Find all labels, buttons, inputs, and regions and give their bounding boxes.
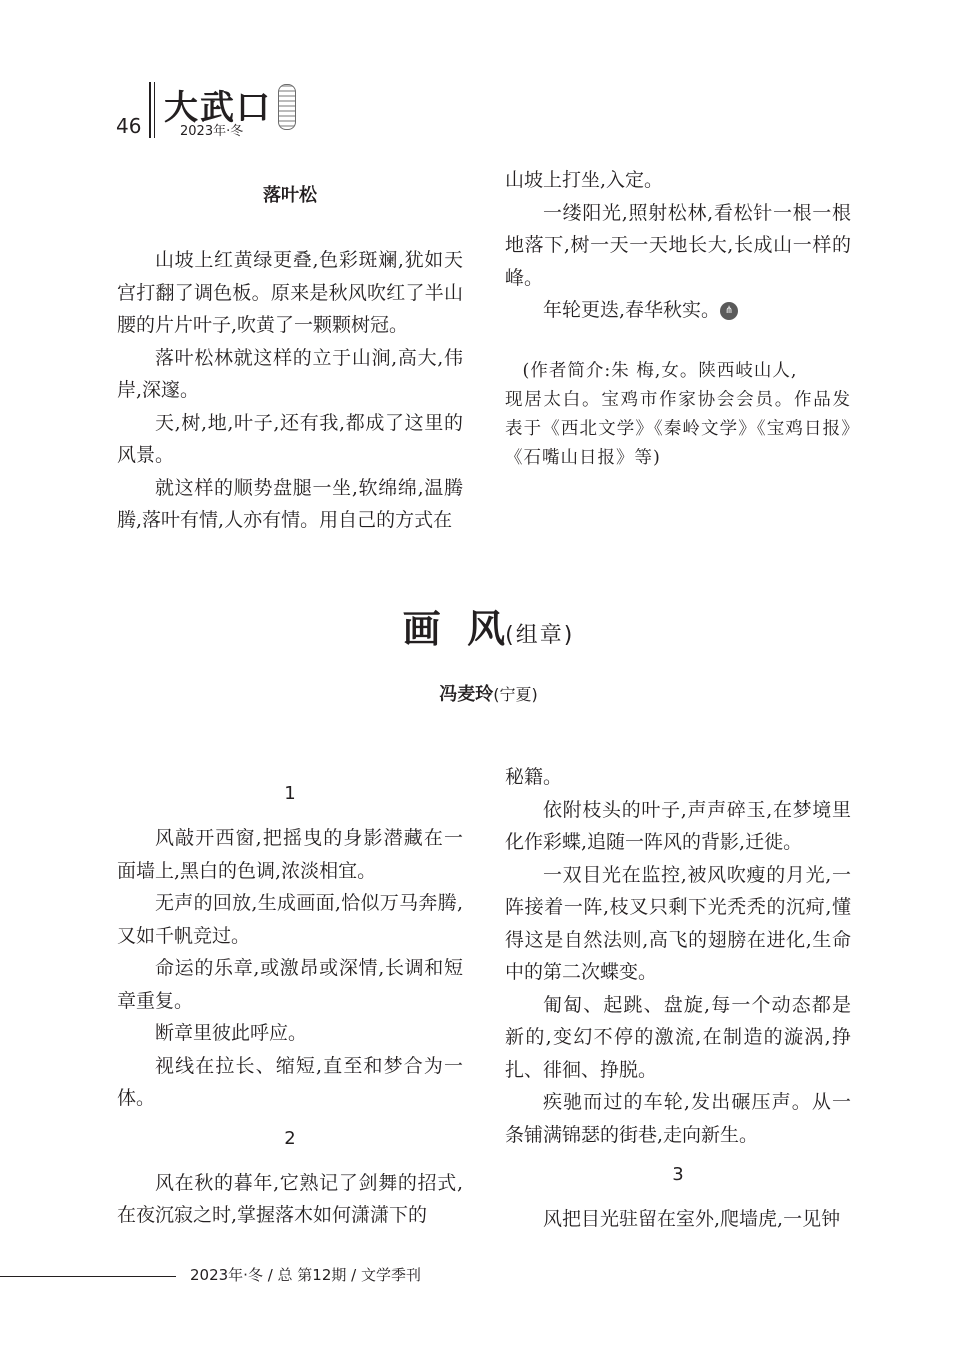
bio-line: (作者简介:朱 梅,女。陕西岐山人, bbox=[522, 360, 798, 381]
paragraph: 落叶松林就这样的立于山涧,高大,伟岸,深邃。 bbox=[117, 346, 463, 401]
paragraph: 就这样的顺势盘腿一坐,软绵绵,温腾腾,落叶有情,人亦有情。用自己的方式在 bbox=[117, 476, 463, 531]
paragraph-text: 年轮更迭,春华秋实。 bbox=[543, 299, 721, 321]
article-title-block bbox=[0, 598, 977, 653]
poem-right-column bbox=[505, 164, 851, 473]
paragraph: 风敲开西窗,把摇曳的身影潜藏在一面墙上,黑白的色调,浓淡相宜。 bbox=[117, 827, 463, 882]
author-bio bbox=[505, 357, 851, 473]
footer-rule bbox=[0, 1276, 176, 1277]
section-number: 1 bbox=[284, 783, 296, 804]
paragraph: 风在秋的暮年,它熟记了剑舞的招式,在夜沉寂之时,掌握落木如何潇潇下的 bbox=[117, 1171, 463, 1226]
paragraph: 山坡上红黄绿更叠,色彩斑斓,犹如天宫打翻了调色板。原来是秋风吹红了半山腰的片片叶子,吹黄了一颗颗树冠。 bbox=[117, 249, 463, 336]
paragraph: 匍匐、起跳、盘旋,每一个动态都是新的,变幻不停的激流,在制造的漩涡,挣扎、徘徊、挣脱。 bbox=[505, 993, 851, 1081]
paragraph: 命运的乐章,或激昂或深情,长调和短章重复。 bbox=[117, 957, 463, 1012]
paragraph: 风把目光驻留在室外,爬墙虎,一见钟 bbox=[543, 1208, 841, 1230]
section-number: 2 bbox=[284, 1127, 296, 1149]
paragraph: 一缕阳光,照射松林,看松针一根一根地落下,树一天一天地长大,长成山一样的峰。 bbox=[505, 201, 851, 289]
emblem-icon bbox=[278, 84, 296, 130]
end-mark-icon: ⋔ bbox=[720, 302, 738, 320]
poem-title: 落叶松 bbox=[263, 185, 317, 206]
author-name: 冯麦玲 bbox=[439, 684, 494, 705]
article-subtitle: (组章) bbox=[505, 623, 575, 648]
section-number: 3 bbox=[672, 1164, 684, 1185]
page-number: 46 bbox=[116, 114, 142, 138]
paragraph bbox=[505, 294, 851, 327]
article-title: 画 风 bbox=[402, 606, 506, 651]
paragraph: 断章里彼此呼应。 bbox=[155, 1022, 308, 1044]
issue-label: 2023年·冬 bbox=[180, 124, 244, 139]
paragraph: 无声的回放,生成画面,恰似万马奔腾,又如千帆竞过。 bbox=[117, 892, 463, 947]
magazine-title: 大武口 bbox=[164, 88, 272, 128]
author-line bbox=[0, 680, 977, 706]
bio-text: 现居太白。宝鸡市作家协会会员。作品发表于《西北文学》《秦岭文学》《宝鸡日报》《石嘴山日报》等) bbox=[505, 389, 851, 468]
author-region: (宁夏) bbox=[493, 685, 538, 704]
header-divider-thin bbox=[154, 82, 155, 138]
article-left-column bbox=[117, 778, 463, 1232]
footer-text: 2023年·冬 / 总 第12期 / 文学季刊 bbox=[190, 1266, 421, 1284]
article-right-column bbox=[505, 761, 851, 1236]
paragraph: 一双目光在监控,被风吹瘦的月光,一阵接着一阵,枝叉只剩下光秃秃的沉疴,懂得这是自然法则,高飞的翅膀在进化,生命中的第二次蝶变。 bbox=[505, 863, 851, 983]
paragraph: 视线在拉长、缩短,直至和梦合为一体。 bbox=[117, 1054, 463, 1109]
paragraph: 天,树,地,叶子,还有我,都成了这里的风景。 bbox=[117, 411, 463, 466]
paragraph: 疾驰而过的车轮,发出碾压声。从一条铺满锦瑟的街巷,走向新生。 bbox=[505, 1091, 851, 1146]
paragraph-continuation: 山坡上打坐,入定。 bbox=[505, 169, 664, 191]
page-header bbox=[0, 70, 977, 150]
paragraph-continuation: 秘籍。 bbox=[505, 766, 563, 788]
paragraph: 依附枝头的叶子,声声碎玉,在梦境里化作彩蝶,追随一阵风的背影,迁徙。 bbox=[505, 798, 851, 853]
header-divider bbox=[149, 82, 151, 138]
poem-left-column bbox=[117, 180, 463, 537]
